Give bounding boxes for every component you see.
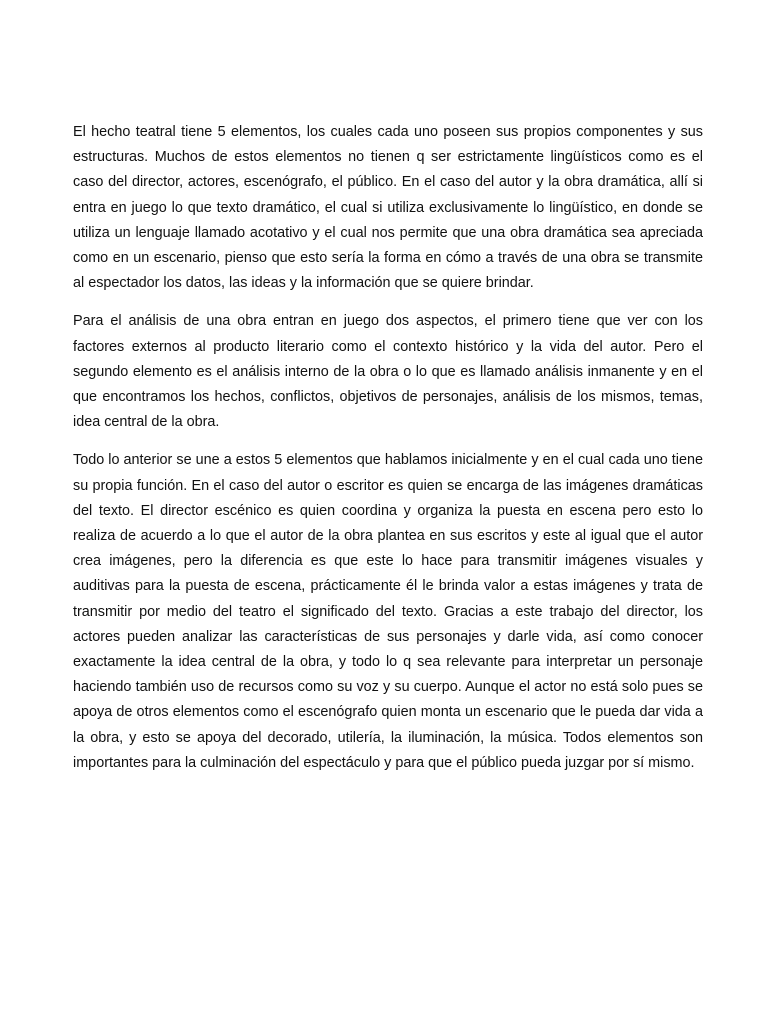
paragraph-2: Para el análisis de una obra entran en juego dos aspectos, el primero tiene que ver con los factores externos al producto literario como el contexto histórico y la vida del autor. Pero el segundo elemento es el análisis interno de la obra o lo que es llamado análisis inmanente y en el que encontramos los hechos, conflictos, objetivos de personajes, análisis de los mismos, temas, idea central de la obra. (73, 313, 703, 431)
paragraph-3: Todo lo anterior se une a estos 5 elementos que hablamos inicialmente y en el cual cada uno tiene su propia función. En el caso del autor o escritor es quien se encarga de las imágenes dramáticas del texto. El director escénico es quien coordina y organiza la puesta en escena pero esto lo realiza de acuerdo a lo que el autor de la obra plantea en sus escritos y este al igual que el autor crea imágenes, pero la diferencia es que este lo hace para transmitir imágenes visuales y auditivas para la puesta de escena, prácticamente él le brinda valor a estas imágenes y trata de transmitir por medio del teatro el significado del texto. Gracias a este trabajo del director, los actores pueden analizar las características de sus personajes y darle vida, así como conocer exactamente la idea central de la obra, y todo lo q sea relevante para interpretar un personaje haciendo también uso de recursos como su voz y su cuerpo. Aunque el actor no está solo pues se apoya de otros elementos como el escenógrafo quien monta un escenario que le pueda dar vida a la obra, y esto se apoya del decorado, utilería, la iluminación, la música. Todos elementos son importantes para la culminación del espectáculo y para que el público pueda juzgar por sí mismo. (73, 452, 703, 771)
paragraph-1: El hecho teatral tiene 5 elementos, los cuales cada uno poseen sus propios componentes y sus estructuras. Muchos de estos elementos no tienen q ser estrictamente lingüísticos como es el caso del director, actores, escenógrafo, el público. En el caso del autor y la obra dramática, allí si entra en juego lo que texto dramático, el cual si utiliza exclusivamente lo lingüístico, en donde se utiliza un lenguaje llamado acotativo y el cual nos permite que una obra dramática sea apreciada como en un escenario, pienso que esto sería la forma en cómo a través de una obra se transmite al espectador los datos, las ideas y la información que se quiere brindar. (73, 124, 703, 292)
document-body (73, 120, 703, 789)
